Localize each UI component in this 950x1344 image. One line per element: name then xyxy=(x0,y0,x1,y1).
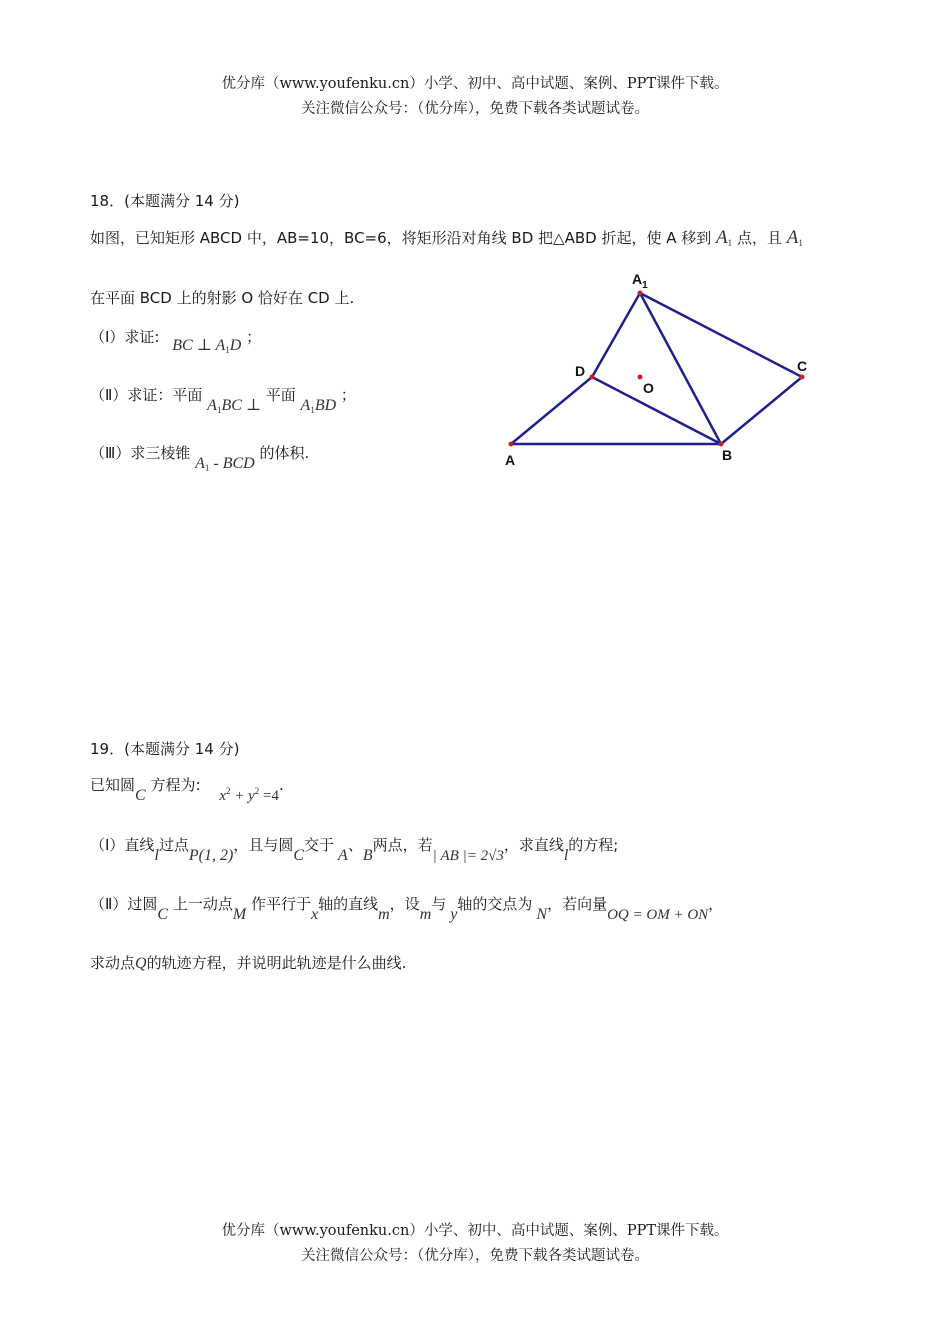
q19-p2-t2: 作平行于 xyxy=(250,895,311,913)
q19-p1-t3: 交于 xyxy=(304,836,335,854)
footer-line-1: 优分库（www.youfenku.cn）小学、初中、高中试题、案例、PPT课件下载。 xyxy=(221,1223,729,1239)
q19-p1-l: l xyxy=(154,847,159,864)
footer-line-2: 关注微信公众号：（优分库），免费下载各类试题试卷。 xyxy=(301,1248,649,1264)
q18-part-1-label: （Ⅰ）求证: xyxy=(90,328,160,346)
q19-p2-t3: 轴的直线 xyxy=(318,895,379,913)
label-a: A xyxy=(505,452,516,468)
point-o xyxy=(638,375,643,380)
q19-intro-text: 已知圆 xyxy=(90,776,136,794)
q19-p1-t5: ，求直线 xyxy=(503,836,564,854)
q19-p2-t1: 上一动点 xyxy=(172,895,233,913)
header-line-1: 优分库（www.youfenku.cn）小学、初中、高中试题、案例、PPT课件下载。 xyxy=(221,76,729,92)
figure-points xyxy=(509,291,808,447)
q18-part-3 xyxy=(90,442,310,473)
edge-a1-b xyxy=(640,293,721,444)
label-b: B xyxy=(722,447,733,463)
point-c xyxy=(800,375,805,380)
point-a xyxy=(509,442,514,447)
q19-p2-x: x xyxy=(310,906,319,923)
q19-p1-t2: ，且与圆 xyxy=(233,836,294,854)
q19-p1-t1: 过点 xyxy=(158,836,189,854)
q19-p1-t4: 两点，若 xyxy=(372,836,433,854)
q19-p2-end: ， xyxy=(708,895,724,913)
edge-a1-c xyxy=(640,293,802,377)
q19-p2-label: （Ⅱ）过圆 xyxy=(90,895,158,913)
label-a1: $A_1$ xyxy=(632,271,648,291)
q19-p2-m: m xyxy=(378,906,390,923)
q19-part-3 xyxy=(90,952,406,973)
figure-lines xyxy=(511,293,802,444)
q18-part-3-label: （Ⅲ）求三棱锥 xyxy=(90,444,191,462)
q18-symbol-a1-end: $A_1$ xyxy=(786,227,803,248)
q18-symbol-a1: $A_1$ xyxy=(716,227,733,248)
q18-title: 18．(本题满分 14 分) xyxy=(90,192,240,210)
q19-p1-label: （Ⅰ）直线 xyxy=(90,836,155,854)
edge-d-a1 xyxy=(592,293,640,377)
q19-eq-end: . xyxy=(278,776,284,794)
q19-title: 19．(本题满分 14 分) xyxy=(90,740,240,758)
q19-p1-point: P(1, 2) xyxy=(188,847,234,864)
q18-part-2-expr2: $A_1BD$ xyxy=(300,397,337,415)
q18-part-3-expr: $A_1$ - BCD xyxy=(195,455,255,473)
q19-part-2 xyxy=(90,893,724,923)
q19-p2-t4: ，设 xyxy=(389,895,420,913)
q19-p2-vec: OQ = OM + ON xyxy=(607,907,709,923)
q19-p2-n: N xyxy=(536,906,548,923)
q19-p2-t6: 轴的交点为 xyxy=(457,895,533,913)
point-b xyxy=(719,442,724,447)
q19-p1-t6: 的方程; xyxy=(568,836,619,854)
q19-p2-y: y xyxy=(450,906,458,923)
q18-part-2-end: ； xyxy=(340,386,356,404)
q18-part-2-expr1: $A_1BC$ ⊥ xyxy=(207,397,261,415)
q18-intro-point: 点，且 xyxy=(736,229,782,247)
point-d xyxy=(590,375,595,380)
q19-p3-q: Q xyxy=(135,955,147,972)
q18-part-1-end: ； xyxy=(246,328,262,346)
q19-p1-cond: | AB |= 2√3 xyxy=(432,848,504,864)
q18-part-2-label: （Ⅱ）求证：平面 xyxy=(90,386,203,404)
q18-part-2 xyxy=(90,384,356,415)
q19-intro xyxy=(90,774,284,804)
q19-p2-m-point: M xyxy=(232,906,247,923)
q19-p1-a: A xyxy=(338,847,348,864)
q18-intro-cont: 在平面 BCD 上的射影 O 恰好在 CD 上. xyxy=(90,289,355,307)
label-d: D xyxy=(575,363,586,379)
label-o: O xyxy=(643,380,654,396)
header-line-2: 关注微信公众号：（优分库），免费下载各类试题试卷。 xyxy=(301,101,649,117)
edge-a-d xyxy=(511,377,592,444)
q19-p1-c: C xyxy=(293,847,305,864)
edge-d-b xyxy=(592,377,721,444)
q18-part-2-mid: 平面 xyxy=(265,386,296,404)
q19-intro-text-2: 方程为: xyxy=(150,776,201,794)
q19-p1-b: B xyxy=(362,847,373,864)
q18-part-1-expr: BC ⊥ $A_1D$ xyxy=(172,337,242,355)
q19-symbol-c: C xyxy=(135,787,146,804)
q19-p3-a: 求动点 xyxy=(90,954,136,972)
q19-p1-l2: l xyxy=(563,847,569,864)
edge-c-b xyxy=(721,377,802,444)
q19-p2-m2: m xyxy=(419,906,432,923)
q19-p3-b: 的轨迹方程，并说明此轨迹是什么曲线. xyxy=(146,954,407,972)
q19-equation: $x^2 + y^2 =4$ xyxy=(219,786,279,804)
q18-part-1 xyxy=(90,326,262,355)
q19-part-1 xyxy=(90,834,619,864)
q19-p1-sep: 、 xyxy=(347,836,363,854)
q18-intro xyxy=(90,227,803,249)
q18-part-3-end: 的体积. xyxy=(259,444,310,462)
q19-p2-t7: ，若向量 xyxy=(547,895,608,913)
q18-intro-text: 如图，已知矩形 ABCD 中，AB=10，BC=6，将矩形沿对角线 BD 把△ABD 折起，使 A 移到 xyxy=(90,229,712,247)
label-c: C xyxy=(797,358,808,374)
q19-p2-t5: 与 xyxy=(431,895,447,913)
point-a1 xyxy=(638,291,643,296)
q19-p2-c: C xyxy=(157,906,169,923)
